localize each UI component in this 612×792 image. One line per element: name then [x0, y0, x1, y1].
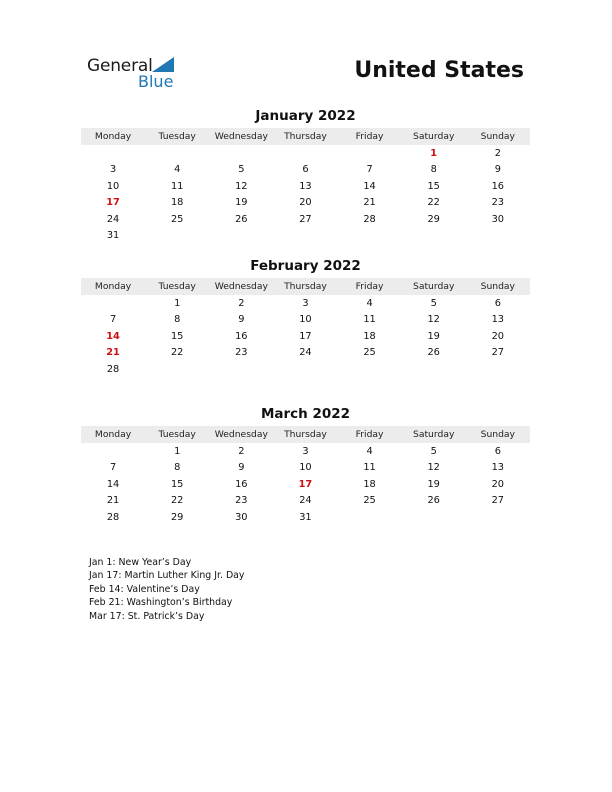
day-cell: 2 [238, 445, 245, 457]
day-cell: 1 [174, 445, 181, 457]
day-cell: 12 [427, 314, 440, 326]
day-cell: 27 [491, 495, 505, 507]
holiday-list [89, 556, 244, 623]
weekday-label: Thursday [284, 429, 327, 440]
holiday-item: Feb 21: Washington’s Birthday [89, 597, 233, 609]
day-cell: 13 [491, 462, 505, 474]
day-cell: 18 [170, 197, 184, 209]
holiday-day-cell: 21 [106, 347, 120, 359]
day-cell: 7 [366, 164, 373, 176]
weekday-header-row [81, 278, 530, 295]
weekday-label: Saturday [412, 131, 455, 142]
holiday-item: Jan 17: Martin Luther King Jr. Day [89, 570, 245, 582]
day-cell: 3 [302, 297, 309, 309]
weekday-label: Wednesday [214, 429, 268, 440]
day-cell: 5 [430, 445, 437, 457]
day-cell: 29 [170, 511, 184, 523]
day-cell: 11 [363, 462, 376, 474]
day-cell: 19 [427, 330, 440, 342]
weekday-label: Saturday [412, 429, 455, 440]
day-cell: 27 [491, 347, 505, 359]
logo-triangle-icon [152, 57, 174, 72]
day-cell: 31 [299, 511, 312, 523]
day-cell: 30 [235, 511, 248, 523]
day-cell: 21 [106, 495, 120, 507]
weekday-label: Thursday [284, 131, 327, 142]
day-cell: 4 [366, 297, 373, 309]
day-cell: 23 [235, 347, 248, 359]
logo-blue-text: Blue [138, 72, 174, 91]
weekday-label: Tuesday [158, 429, 196, 440]
weekday-label: Sunday [480, 429, 515, 440]
logo [87, 56, 187, 90]
day-cell: 11 [363, 314, 376, 326]
week-row [81, 195, 530, 212]
week-row [81, 295, 530, 312]
day-cell: 25 [363, 495, 376, 507]
day-cell: 19 [235, 197, 248, 209]
weekday-label: Tuesday [158, 281, 196, 292]
day-cell: 19 [427, 478, 440, 490]
day-cell: 13 [299, 180, 312, 192]
day-cell: 13 [491, 314, 505, 326]
day-cell: 31 [106, 230, 120, 242]
week-row [81, 476, 530, 493]
day-cell: 8 [174, 462, 181, 474]
month-title: March 2022 [260, 406, 351, 422]
day-cell: 11 [170, 180, 184, 192]
week-row [81, 162, 530, 179]
day-cell: 28 [106, 363, 120, 375]
day-cell: 18 [363, 330, 376, 342]
month-title: January 2022 [255, 108, 356, 124]
day-cell: 23 [491, 197, 505, 209]
holiday-item: Feb 14: Valentine’s Day [89, 583, 200, 595]
weekday-label: Friday [355, 429, 384, 440]
holiday-item: Mar 17: St. Patrick’s Day [89, 610, 205, 622]
weekday-label: Sunday [480, 281, 515, 292]
day-cell: 8 [430, 164, 437, 176]
holiday-item: Jan 1: New Year’s Day [89, 557, 192, 568]
day-cell: 4 [366, 445, 373, 457]
week-row [81, 328, 530, 345]
day-cell: 28 [106, 511, 120, 523]
weekday-label: Monday [94, 131, 132, 142]
day-cell: 20 [299, 197, 312, 209]
weekday-header-row [81, 426, 530, 443]
day-cell: 21 [363, 197, 376, 209]
day-cell: 22 [170, 495, 184, 507]
day-cell: 3 [109, 164, 117, 176]
day-cell: 25 [363, 347, 376, 359]
day-cell: 3 [302, 445, 309, 457]
week-row [81, 509, 530, 526]
holiday-day-cell: 17 [298, 478, 313, 490]
day-cell: 10 [106, 180, 120, 192]
month-block [81, 405, 530, 526]
day-cell: 29 [427, 213, 440, 225]
week-row [81, 460, 530, 477]
day-cell: 6 [302, 164, 309, 176]
day-cell: 26 [235, 213, 248, 225]
day-cell: 12 [427, 462, 440, 474]
day-cell: 17 [299, 330, 312, 342]
day-cell: 2 [238, 297, 245, 309]
day-cell: 16 [491, 180, 505, 192]
day-cell: 22 [427, 197, 440, 209]
day-cell: 23 [235, 495, 248, 507]
weekday-header-row [81, 128, 530, 145]
weekday-label: Thursday [284, 281, 327, 292]
week-row [81, 443, 530, 460]
day-cell: 24 [106, 213, 120, 225]
day-cell: 27 [299, 213, 312, 225]
weekday-label: Sunday [480, 131, 515, 142]
week-row [81, 493, 530, 510]
day-cell: 15 [170, 478, 184, 490]
day-cell: 10 [299, 462, 312, 474]
day-cell: 20 [491, 478, 505, 490]
weekday-label: Friday [355, 281, 384, 292]
holiday-day-cell: 14 [106, 330, 120, 342]
month-block [81, 257, 530, 378]
day-cell: 14 [106, 478, 120, 490]
day-cell: 16 [235, 478, 248, 490]
day-cell: 16 [235, 330, 248, 342]
day-cell: 14 [363, 180, 376, 192]
weekday-label: Tuesday [158, 131, 196, 142]
weekday-label: Monday [94, 429, 132, 440]
day-cell: 4 [174, 164, 181, 176]
day-cell: 8 [174, 314, 181, 326]
weekday-label: Wednesday [214, 281, 268, 292]
logo-general-text: General [87, 56, 153, 76]
day-cell: 9 [494, 164, 501, 176]
day-cell: 2 [494, 147, 501, 159]
day-cell: 9 [238, 314, 245, 326]
day-cell: 28 [363, 213, 376, 225]
week-row [81, 178, 530, 195]
day-cell: 18 [363, 478, 376, 490]
holiday-day-cell: 17 [106, 197, 120, 209]
weekday-label: Wednesday [214, 131, 268, 142]
day-cell: 24 [299, 495, 312, 507]
day-cell: 6 [494, 445, 501, 457]
day-cell: 7 [109, 462, 117, 474]
day-cell: 24 [299, 347, 312, 359]
week-row [81, 145, 530, 162]
day-cell: 7 [109, 314, 117, 326]
week-row [81, 211, 530, 228]
day-cell: 9 [238, 462, 245, 474]
day-cell: 12 [235, 180, 248, 192]
day-cell: 15 [170, 330, 184, 342]
day-cell: 1 [174, 297, 181, 309]
week-row [81, 228, 530, 245]
day-cell: 5 [430, 297, 437, 309]
month-title: February 2022 [250, 258, 361, 274]
day-cell: 6 [494, 297, 501, 309]
day-cell: 10 [299, 314, 312, 326]
month-block [81, 107, 530, 244]
week-row [81, 345, 530, 362]
day-cell: 22 [170, 347, 184, 359]
country-title: United States [354, 58, 524, 83]
week-row [81, 361, 530, 378]
holiday-day-cell: 1 [430, 147, 438, 159]
weekday-label: Friday [355, 131, 384, 142]
day-cell: 5 [238, 164, 245, 176]
day-cell: 26 [427, 495, 440, 507]
weekday-label: Monday [94, 281, 132, 292]
week-row [81, 312, 530, 329]
weekday-label: Saturday [412, 281, 455, 292]
day-cell: 25 [170, 213, 184, 225]
day-cell: 20 [491, 330, 505, 342]
day-cell: 30 [491, 213, 505, 225]
day-cell: 15 [427, 180, 440, 192]
day-cell: 26 [427, 347, 440, 359]
